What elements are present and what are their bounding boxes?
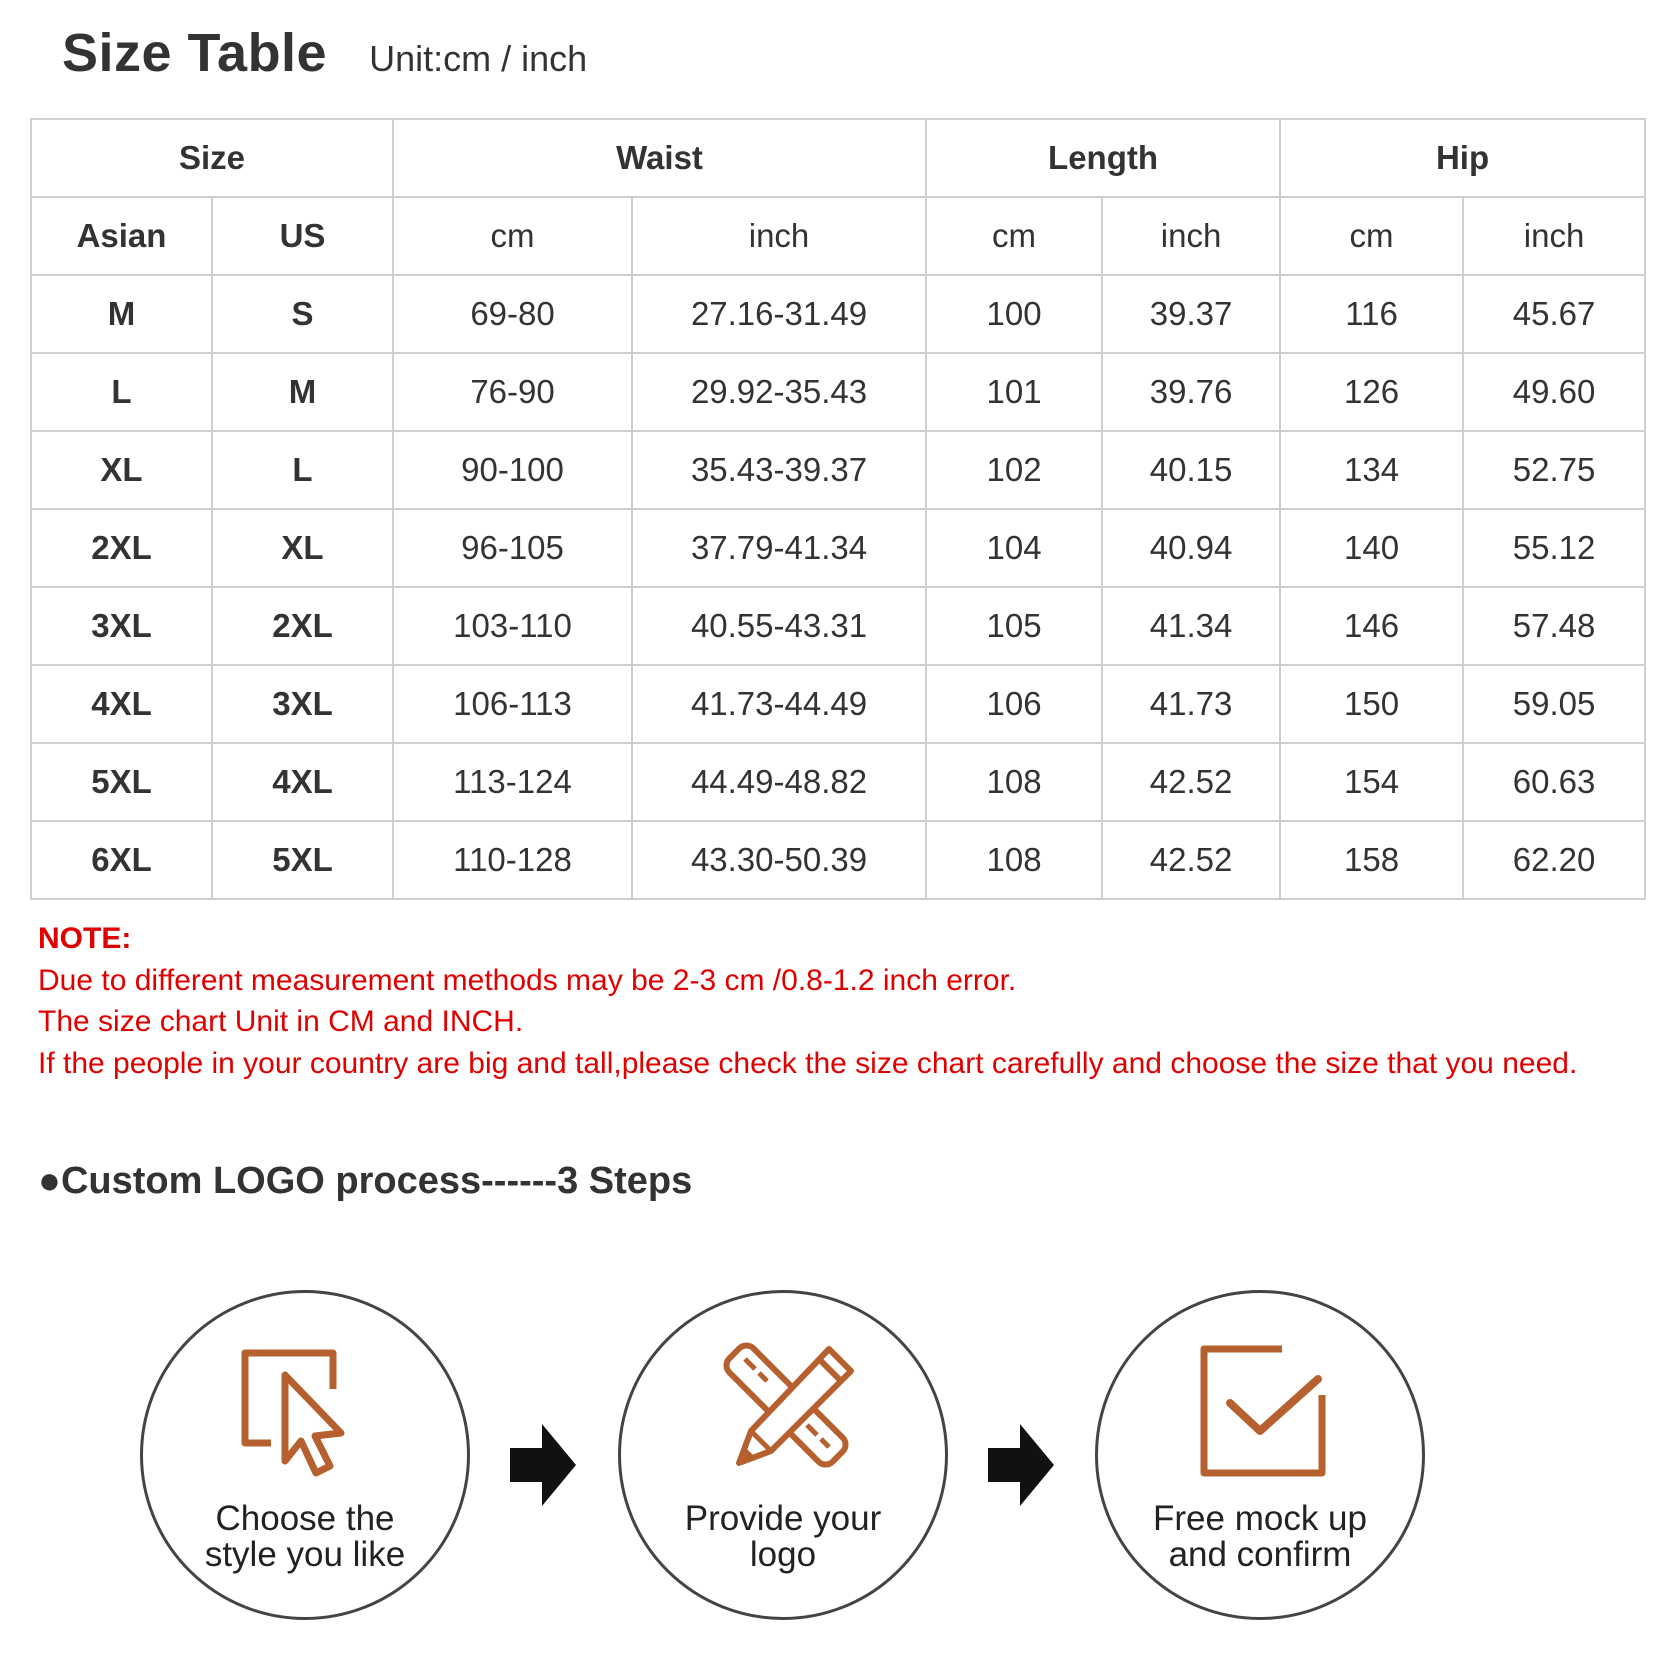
cell-waist-cm: 69-80: [393, 275, 632, 353]
subheader-length-cm: cm: [926, 197, 1102, 275]
process-steps: [0, 1290, 1673, 1630]
cell-us: M: [212, 353, 393, 431]
cell-us: 2XL: [212, 587, 393, 665]
cell-hip-cm: 154: [1280, 743, 1463, 821]
cell-hip-inch: 52.75: [1463, 431, 1645, 509]
note-line: The size chart Unit in CM and INCH.: [38, 1005, 524, 1038]
step-mockup-confirm: [1095, 1290, 1425, 1620]
arrow-right-icon: [986, 1420, 1056, 1510]
cell-waist-cm: 110-128: [393, 821, 632, 899]
cell-us: L: [212, 431, 393, 509]
cell-length-cm: 102: [926, 431, 1102, 509]
note-block: [38, 918, 1598, 1084]
subheader-asian: Asian: [31, 197, 212, 275]
cell-asian: 3XL: [31, 587, 212, 665]
step-label-line: Provide your: [684, 1499, 882, 1538]
cell-asian: L: [31, 353, 212, 431]
cell-hip-inch: 55.12: [1463, 509, 1645, 587]
note-line: Due to different measurement methods may be 2-3 cm /0.8-1.2 inch error.: [38, 963, 1017, 997]
cell-length-cm: 108: [926, 743, 1102, 821]
step-label-line: and confirm: [1168, 1535, 1352, 1574]
cell-hip-cm: 146: [1280, 587, 1463, 665]
cell-hip-inch: 49.60: [1463, 353, 1645, 431]
step-choose-style: [140, 1290, 470, 1620]
cell-waist-cm: 76-90: [393, 353, 632, 431]
cell-hip-inch: 45.67: [1463, 275, 1645, 353]
cell-length-inch: 41.73: [1102, 665, 1280, 743]
step-label-line: Choose the: [215, 1499, 395, 1538]
table-row: [31, 509, 1645, 587]
cell-asian: 2XL: [31, 509, 212, 587]
note-line: If the people in your country are big and tall,please check the size chart carefully and choose the size that you need.: [38, 1046, 1578, 1080]
cell-waist-inch: 41.73-44.49: [632, 665, 926, 743]
cell-hip-cm: 116: [1280, 275, 1463, 353]
table-row: [31, 587, 1645, 665]
subheader-waist-inch: inch: [632, 197, 926, 275]
cell-hip-inch: 60.63: [1463, 743, 1645, 821]
cell-waist-cm: 106-113: [393, 665, 632, 743]
table-row: [31, 431, 1645, 509]
subheader-us: US: [212, 197, 393, 275]
table-row: [31, 821, 1645, 899]
cell-waist-cm: 103-110: [393, 587, 632, 665]
cell-waist-cm: 113-124: [393, 743, 632, 821]
cell-asian: M: [31, 275, 212, 353]
step-label: [1098, 1501, 1422, 1573]
header: [62, 22, 587, 84]
cell-us: S: [212, 275, 393, 353]
cell-asian: 4XL: [31, 665, 212, 743]
cell-hip-cm: 150: [1280, 665, 1463, 743]
cell-hip-inch: 62.20: [1463, 821, 1645, 899]
unit-label: Unit:cm / inch: [369, 38, 588, 79]
page-title: Size Table: [62, 23, 328, 83]
subheader-row: [31, 197, 1645, 275]
cell-us: 4XL: [212, 743, 393, 821]
cell-length-cm: 104: [926, 509, 1102, 587]
cell-us: XL: [212, 509, 393, 587]
cell-length-cm: 100: [926, 275, 1102, 353]
table-row: [31, 353, 1645, 431]
cell-waist-inch: 27.16-31.49: [632, 275, 926, 353]
subheader-waist-cm: cm: [393, 197, 632, 275]
group-length: Length: [926, 119, 1280, 197]
cell-us: 3XL: [212, 665, 393, 743]
size-table: [30, 118, 1646, 900]
cell-length-cm: 108: [926, 821, 1102, 899]
pencil-ruler-icon: [701, 1333, 871, 1483]
group-hip: Hip: [1280, 119, 1645, 197]
subheader-length-inch: inch: [1102, 197, 1280, 275]
cell-length-inch: 39.76: [1102, 353, 1280, 431]
cell-asian: 6XL: [31, 821, 212, 899]
subheader-hip-cm: cm: [1280, 197, 1463, 275]
cell-asian: XL: [31, 431, 212, 509]
step-label-line: Free mock up: [1153, 1499, 1367, 1538]
cell-waist-inch: 35.43-39.37: [632, 431, 926, 509]
table-row: [31, 275, 1645, 353]
cell-hip-cm: 126: [1280, 353, 1463, 431]
cell-hip-inch: 59.05: [1463, 665, 1645, 743]
step-label-line: style you like: [204, 1535, 406, 1574]
cell-asian: 5XL: [31, 743, 212, 821]
cell-waist-inch: 29.92-35.43: [632, 353, 926, 431]
table-row: [31, 743, 1645, 821]
table-row: [31, 665, 1645, 743]
cell-length-cm: 106: [926, 665, 1102, 743]
cell-hip-inch: 57.48: [1463, 587, 1645, 665]
cell-length-inch: 40.15: [1102, 431, 1280, 509]
cell-length-inch: 42.52: [1102, 821, 1280, 899]
cell-waist-cm: 96-105: [393, 509, 632, 587]
cell-waist-cm: 90-100: [393, 431, 632, 509]
cell-length-inch: 42.52: [1102, 743, 1280, 821]
cell-length-inch: 40.94: [1102, 509, 1280, 587]
cell-waist-inch: 44.49-48.82: [632, 743, 926, 821]
checkbox-icon: [1178, 1333, 1348, 1483]
arrow-right-icon: [508, 1420, 578, 1510]
cell-waist-inch: 40.55-43.31: [632, 587, 926, 665]
group-header-row: [31, 119, 1645, 197]
cell-length-inch: 39.37: [1102, 275, 1280, 353]
process-title: ●Custom LOGO process------3 Steps: [38, 1160, 693, 1202]
cell-hip-cm: 158: [1280, 821, 1463, 899]
group-size: Size: [31, 119, 393, 197]
cell-waist-inch: 37.79-41.34: [632, 509, 926, 587]
cell-waist-inch: 43.30-50.39: [632, 821, 926, 899]
cell-hip-cm: 140: [1280, 509, 1463, 587]
step-provide-logo: [618, 1290, 948, 1620]
cell-length-inch: 41.34: [1102, 587, 1280, 665]
step-label-line: logo: [749, 1535, 817, 1574]
step-label: [621, 1501, 945, 1573]
cell-hip-cm: 134: [1280, 431, 1463, 509]
group-waist: Waist: [393, 119, 926, 197]
subheader-hip-inch: inch: [1463, 197, 1645, 275]
note-title: NOTE:: [38, 922, 132, 955]
cell-length-cm: 101: [926, 353, 1102, 431]
step-label: [143, 1501, 467, 1573]
cursor-select-icon: [223, 1333, 393, 1483]
cell-length-cm: 105: [926, 587, 1102, 665]
cell-us: 5XL: [212, 821, 393, 899]
